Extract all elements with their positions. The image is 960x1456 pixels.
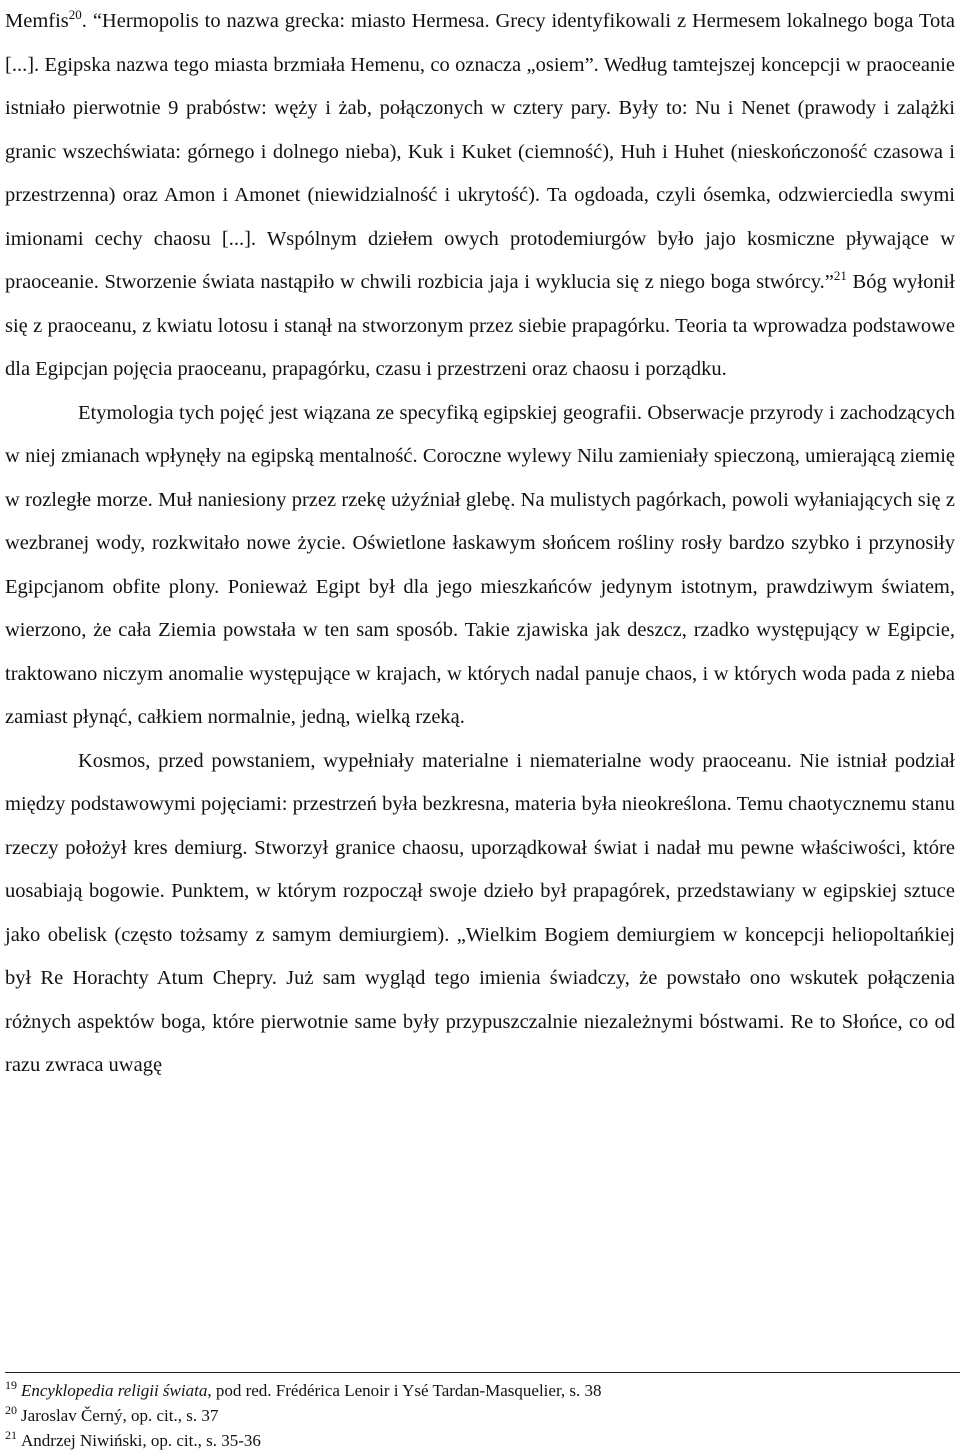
paragraph-1-start: Memfis — [5, 10, 69, 32]
footnote-20 — [5, 1403, 955, 1428]
paragraph-1-quote: . “Hermopolis to nazwa grecka: miasto Hermesa. Grecy identyfikowali z Hermesem lokalnego boga Tota [...]. Egipska nazwa tego miasta brzmiała Hemenu, co oznacza „osiem”. Według tamtejszej koncepcji w praoceanie istniało pierwotnie 9 prabóstw: węży i żab, połączonych w cztery pary. Były to: Nu i Nenet (prawody i zalążki granic wszechświata: górnego i dolnego nieba), Kuk i Kuket (ciemność), Huh i Huhet (nieskończoność czasowa i przestrzenna) oraz Amon i Amonet (niewidzialność i ukrytość). Ta ogdoada, czyli ósemka, odzwierciedla swymi imionami cechy chaosu [...]. Wspólnym dziełem owych protodemiurgów było jajo kosmiczne pływające w praoceanie. Stworzenie świata nastąpiło w chwili rozbicia jaja i wyklucia się z niego boga stwórcy.” — [5, 10, 955, 293]
paragraph-1 — [5, 0, 955, 392]
paragraph-3: Kosmos, przed powstaniem, wypełniały materialne i niematerialne wody praoceanu. Nie istniał podział między podstawowymi pojęciami: przestrzeń była bezkresna, materia była nieokreślona. Temu chaotycznemu stanu rzeczy położył kres demiurg. Stworzył granice chaosu, uporządkował świat i nadał mu pewne właściwości, które uosabiają bogowie. Punktem, w którym rozpoczął swoje dzieło był prapagórek, przedstawiany w egipskiej sztuce jako obelisk (często tożsamy z samym demiurgiem). „Wielkim Bogiem demiurgiem w koncepcji heliopoltańkiej był Re Horachty Atum Chepry. Już sam wygląd tego imienia świadczy, że powstało ono wskutek połączenia różnych aspektów boga, które pierwotnie same były przypuszczalnie niezależnymi bóstwami. Re to Słońce, co od razu zwraca uwagę — [5, 749, 955, 1076]
footnote-19 — [5, 1378, 955, 1403]
footnote-text: Jaroslav Černý, op. cit., s. 37 — [21, 1406, 219, 1425]
paragraph-2: Etymologia tych pojęć jest wiązana ze specyfiką egipskiej geografii. Obserwacje przyrody i zachodzących w niej zmianach wpłynęły na egipską mentalność. Coroczne wylewy Nilu zamieniały spieczoną, umierającą ziemię w rozległe morze. Muł naniesiony przez rzekę użyźniał glebę. Na mulistych pagórkach, powoli wyłaniających się z wezbranej wody, rozkwitało nowe życie. Oświetlone łaskawym słońcem rośliny rosły bardzo szybko i przynosiły Egipcjanom obfite plony. Ponieważ Egipt był dla jego mieszkańców jedynym istotnym, prawdziwym światem, wierzono, że cała Ziemia powstała w ten sam sposób. Takie zjawiska jak deszcz, rzadko występujący w Egipcie, traktowano niczym anomalie występujące w krajach, w których nadal panuje chaos, i w których woda pada z nieba zamiast płynąć, całkiem normalnie, jedną, wielką rzeką. — [5, 401, 955, 728]
footnote-21 — [5, 1428, 955, 1453]
footnote-ref-20[interactable]: 20 — [68, 7, 82, 22]
body-text — [5, 0, 955, 1088]
footnote-number: 21 — [5, 1428, 17, 1442]
footnote-text: Andrzej Niwiński, op. cit., s. 35-36 — [21, 1431, 261, 1450]
footnote-ref-21[interactable]: 21 — [833, 268, 847, 283]
paragraph-1-end: Bóg wyłonił się z praoceanu, z kwiatu lotosu i stanął na stworzonym przez siebie prapagórku. Teoria ta wprowadza podstawowe dla Egipcjan pojęcia praoceanu, prapagórku, czasu i przestrzeni oraz chaosu i porządku. — [5, 271, 955, 380]
footnotes — [5, 1378, 955, 1453]
footnote-title: Encyklopedia religii świata — [21, 1381, 208, 1400]
footnote-text: , pod red. Frédérica Lenoir i Ysé Tardan-Masquelier, s. 38 — [207, 1381, 602, 1400]
footnote-number: 20 — [5, 1403, 17, 1417]
footnote-divider — [5, 1372, 960, 1373]
footnote-number: 19 — [5, 1378, 17, 1392]
